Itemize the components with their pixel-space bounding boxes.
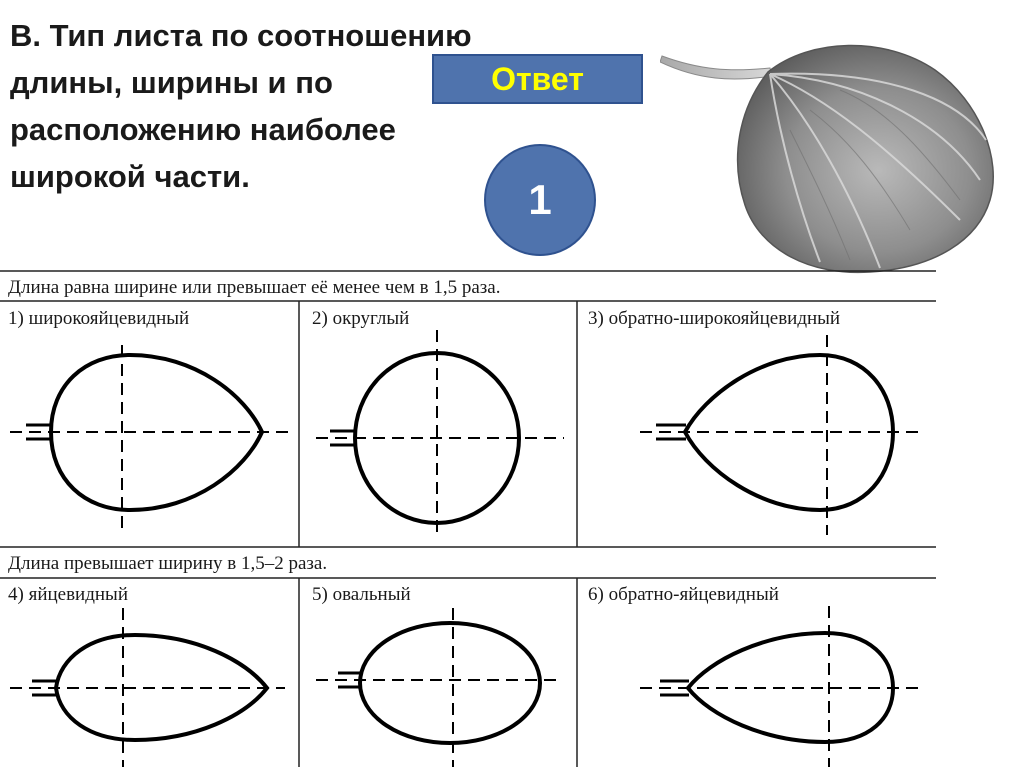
group1-header: Длина равна ширине или превышает её менее чем в 1,5 раза.	[8, 277, 501, 298]
group2-header: Длина превышает ширину в 1,5–2 раза.	[8, 553, 328, 574]
shape-round	[316, 330, 564, 535]
slide-title: В. Тип листа по соотношению длины, ширины и по расположению наиболее широкой части.	[10, 18, 472, 194]
shape-label-1: 1) широкояйцевидный	[8, 308, 190, 329]
answer-button[interactable]: Ответ	[432, 54, 643, 104]
shape-broad-obovate	[640, 335, 920, 535]
shape-label-4: 4) яйцевидный	[8, 584, 128, 605]
shape-broad-ovate	[10, 345, 290, 533]
shape-label-6: 6) обратно-яйцевидный	[588, 584, 779, 605]
shape-label-2: 2) округлый	[312, 308, 410, 329]
shape-obovate	[640, 606, 920, 767]
answer-number-badge: 1	[484, 144, 596, 256]
shape-label-5: 5) овальный	[312, 584, 411, 605]
shape-oval	[316, 608, 556, 767]
shape-ovate	[10, 608, 285, 767]
shape-label-3: 3) обратно-широкояйцевидный	[588, 308, 841, 329]
